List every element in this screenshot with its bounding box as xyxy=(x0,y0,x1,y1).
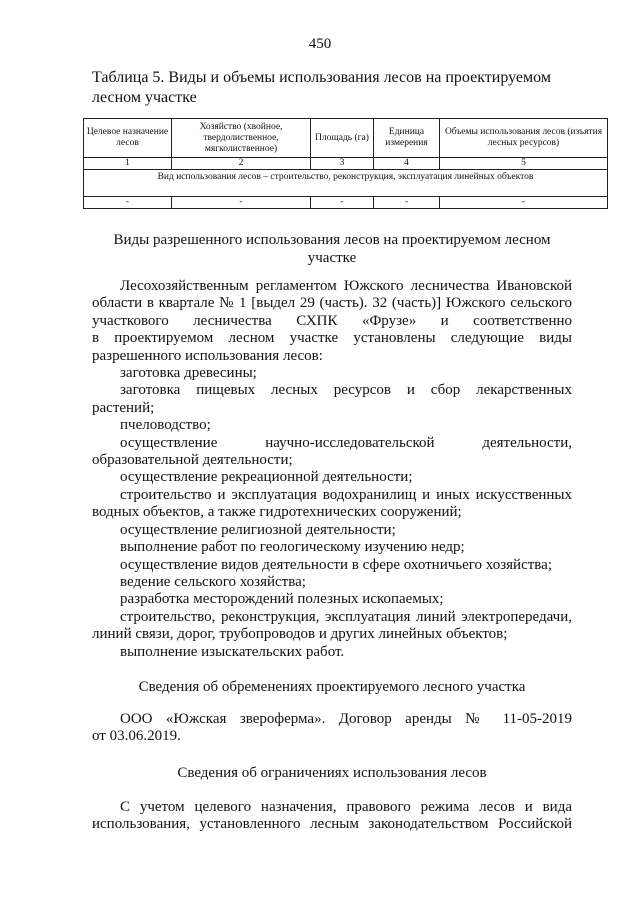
text-line: использования, установленного лесным законодательством Российской xyxy=(92,816,572,833)
column-number: 3 xyxy=(311,158,374,170)
text-line: ООО «Южская звероферма». Договор аренды № 11-05-2019 xyxy=(120,711,572,727)
text-line: выполнение изыскательских работ. xyxy=(120,643,345,660)
column-number: 4 xyxy=(374,158,440,170)
text-line: С учетом целевого назначения, правового режима лесов и вида xyxy=(120,799,572,815)
column-number: 5 xyxy=(440,158,608,170)
text-line: строительство и эксплуатация водохранилищ и иных искусственных xyxy=(120,486,572,503)
text-line: строительство, реконструкция, эксплуатация линий электропередачи, xyxy=(120,608,572,625)
header-cell: Единица измерения xyxy=(374,119,440,158)
table-cell: - xyxy=(311,197,374,209)
header-cell: Объемы использования лесов (изъятия лесных ресурсов) xyxy=(440,119,608,158)
table-cell: - xyxy=(374,197,440,209)
text-line: образовательной деятельности; xyxy=(92,452,293,469)
text-line: разрешенного использования лесов: xyxy=(92,347,323,364)
text-line: линий связи, дорог, трубопроводов и других линейных объектов; xyxy=(92,626,508,643)
text-line: ведение сельского хозяйства; xyxy=(120,573,306,590)
header-cell: Площадь (га) xyxy=(311,119,374,158)
text-line: осуществление рекреационной деятельности; xyxy=(120,469,413,486)
text-line: заготовка пищевых лесных ресурсов и сбор лекарственных xyxy=(120,382,572,399)
forest-use-table xyxy=(83,118,608,209)
page-number: 450 xyxy=(308,36,332,52)
encumbrances-text xyxy=(92,711,572,746)
text-line: осуществление научно-исследовательской деятельности, xyxy=(120,434,572,451)
text-line: растений; xyxy=(92,399,155,416)
text-line: области в квартале № 1 [выдел 29 (часть). 32 (часть)] Южского сельского xyxy=(92,295,572,312)
text-line: Лесохозяйственным регламентом Южского лесничества Ивановской xyxy=(120,278,572,294)
header-cell: Целевое назначение лесов xyxy=(84,119,172,158)
header-cell: Хозяйство (хвойное, твердолиственное, мягколиственное) xyxy=(172,119,311,158)
table-cell: - xyxy=(440,197,608,209)
text-line: пчеловодство; xyxy=(120,417,211,434)
text-line: осуществление видов деятельности в сфере охотничьего хозяйства; xyxy=(120,556,553,573)
table-row xyxy=(84,197,608,209)
text-line: осуществление религиозной деятельности; xyxy=(120,521,396,538)
text-line: водных объектов, а также гидротехнических сооружений; xyxy=(92,504,462,521)
table-cell: - xyxy=(172,197,311,209)
usage-type-row xyxy=(84,170,608,197)
permitted-uses-text xyxy=(92,278,572,661)
usage-type-cell: Вид использования лесов – строительство, реконструкция, эксплуатация линейных объектов xyxy=(84,170,608,197)
column-number: 1 xyxy=(84,158,172,170)
text-line: разработка месторождений полезных ископаемых; xyxy=(120,591,444,608)
section-heading-permitted-uses: Виды разрешенного использования лесов на проектируемом лесном участке xyxy=(113,232,551,266)
table-title: Таблица 5. Виды и объемы использования лесов на проектируемом лесном участке xyxy=(92,69,551,106)
text-line: заготовка древесины; xyxy=(120,365,257,382)
text-line: в проектируемом лесном участке установлены следующие виды xyxy=(92,330,572,347)
restrictions-text xyxy=(92,799,572,834)
text-line: от 03.06.2019. xyxy=(92,728,181,745)
column-number-row xyxy=(84,158,608,170)
text-line: участкового лесничества СХПК «Фрузе» и соответственно xyxy=(92,312,572,329)
column-number: 2 xyxy=(172,158,311,170)
section-heading-restrictions: Сведения об ограничениях использования лесов xyxy=(177,765,487,781)
text-line: выполнение работ по геологическому изучению недр; xyxy=(120,539,465,556)
section-heading-encumbrances: Сведения об обременениях проектируемого лесного участка xyxy=(138,679,526,695)
table-cell: - xyxy=(84,197,172,209)
table-header-row xyxy=(84,119,608,158)
